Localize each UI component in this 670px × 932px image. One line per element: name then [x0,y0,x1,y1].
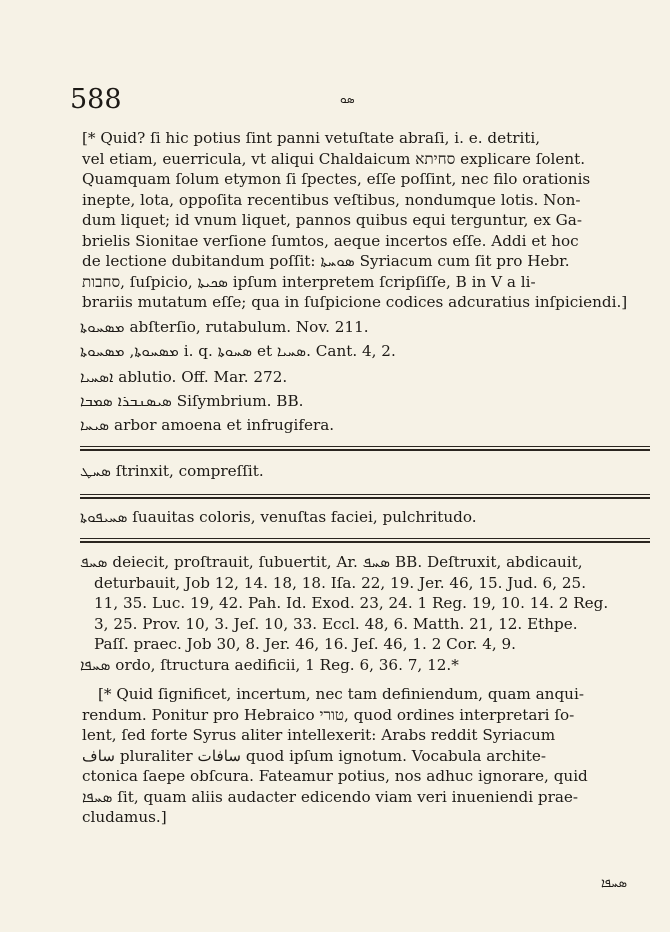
note-line: ܣܚܦܐ ſit, quam aliis audacter edicendo viam veri inueniendi prae- [82,787,579,806]
entry-line: 3, 25. Prov. 10, 3. Jeſ. 10, 33. Eccl. 48, 6. Matth. 21, 12. Ethpe. [94,614,578,633]
entry-arbor: ܣܝܚܐ arbor amoena et infrugifera. [80,416,335,434]
note-line: ctonica ſaepe obſcura. Fateamur potius, nos adhuc ignorare, quid [82,767,588,785]
section-rule [80,446,650,447]
entry-iq: ܡܣܚܘܬܐ, ܡܣܚܘܬܐ i. q. ܣܚܘܬܐ et ܣܚܝܐ. Cant. 4, 2. [80,342,396,360]
note-line: brielis Sionitae verſione ſumtos, aeque incertos eſſe. Addi et hoc [82,231,579,250]
section-rule [80,494,650,495]
entry-absterso: ܡܣܚܘܬܐ abſterſio, rutabulum. Nov. 211. [80,318,369,336]
note-line: rendum. Ponitur pro Hebraico טורי, quod ordines interpretari ſo- [82,705,575,724]
entry-line: deturbauit, Job 12, 14. 18, 18. Iſa. 22, 19. Jer. 46, 15. Jud. 6, 25. [94,573,587,592]
note-line: brariis mutatum eſſe; qua in ſuſpicione codices adcuratius inſpiciendi.] [82,293,628,311]
entry-line: ܣܚܦܐ ordo, ſtructura aedificii, 1 Reg. 6, 36. 7, 12.* [80,655,459,674]
note-line: de lectione dubitandum poſſit: ܣܘܚܬܐ Syriacum cum ſit pro Hebr. [82,252,570,270]
note-line: dum liquet; id vnum liquet, pannos quibus equi terguntur, ex Ga- [82,211,582,229]
note-line: סחבות, ſuſpicio, ܣܟܝܬܐ ipſum interpretem ſcripſiſſe, B in V a li- [82,272,536,291]
running-header: ܣܘ [340,92,355,106]
entry-strinxit: ܣܚܛ ſtrinxit, compreſſit. [80,462,264,480]
note-line: [* Quid? ſi hic potius ſint panni vetuſtate abraſi, i. e. detriti, [82,129,541,147]
note-line: Quamquam ſolum etymon ſi ſpectes, eſſe poſſint, nec filo orationis [82,170,591,188]
note-line: lent, ſed forte Syrus aliter intellexerit: Arabs reddit Syriacum [82,726,556,744]
note-line: vel etiam, euerricula, vt aliqui Chaldaicum סחיתא explicare ſolent. [82,149,586,168]
note-line: inepte, lota, oppoſita recentibus veſtibus, nondumque lotis. Non- [82,190,581,209]
note-line: [* Quid ſignificet, incertum, nec tam definiendum, quam anqui- [98,685,584,703]
entry-line: Paſſ. praec. Job 30, 8. Jer. 46, 16. Jeſ. 46, 1. 2 Cor. 4, 9. [94,635,516,653]
entry-deiecit [80,552,650,675]
catchword: ܣܚܦܐ [601,876,628,891]
section-rule [80,538,650,539]
page-number: 588 [70,84,122,115]
note-abrasi [82,128,650,313]
note-line: cludamus.] [82,808,167,826]
entry-sisymbrium: ܣܝܣܢܒܪܐ ܣܡܒܐ Siſymbrium. BB. [80,392,304,410]
note-ordo [82,684,650,828]
entry-ablutio: ܐܣܚܝܐ ablutio. Off. Mar. 272. [80,368,288,386]
note-line: ساف pluraliter سافات quod ipſum ignotum. Vocabula archite- [82,746,546,765]
entry-suauitas: ܣܚܝܦܘܬܐ ſuauitas coloris, venuſtas faciei, pulchritudo. [80,508,477,526]
entry-line: 11, 35. Luc. 19, 42. Pah. Id. Exod. 23, 24. 1 Reg. 19, 10. 14. 2 Reg. [94,594,609,612]
entry-line: ܣܚܦ deiecit, proſtrauit, ſubuertit, Ar. ܣܚܦ BB. Deſtruxit, abdicauit, [80,553,583,571]
